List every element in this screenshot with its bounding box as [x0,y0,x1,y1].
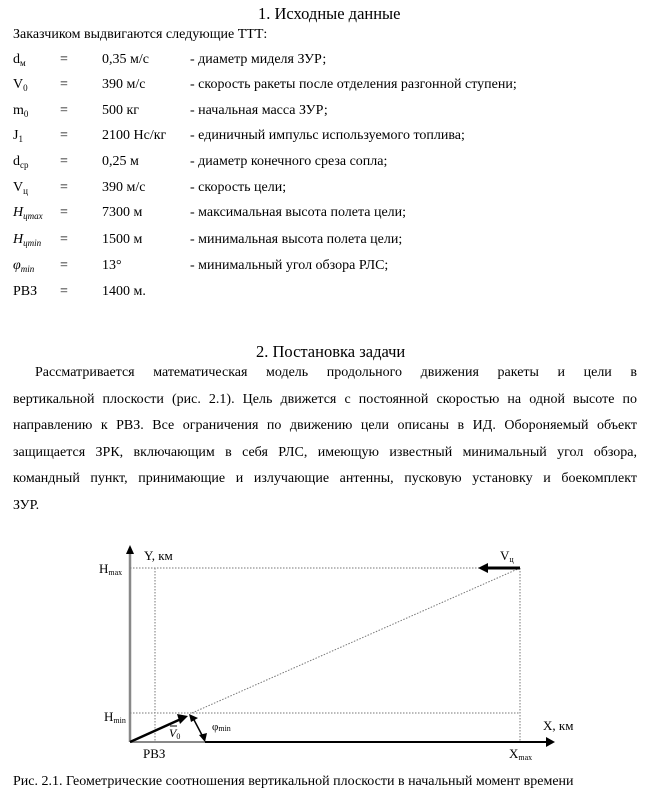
equals-sign: = [60,103,68,118]
parameter-value: 7300 м [102,205,143,220]
parameter-description: - максимальная высота полета цели; [190,205,407,220]
parameter-description: - диаметр миделя ЗУР; [190,52,327,67]
rvz-label: РВЗ [143,746,166,761]
parameter-description: - единичный импульс используемого топлива; [190,128,465,143]
parameter-value: 390 м/с [102,180,146,195]
x-axis [130,737,555,747]
paragraph-line: Рассматривается математическая модель продольного движения ракеты и цели в [35,365,637,380]
equals-sign: = [60,284,68,299]
parameter-symbol: $d_{ср}$ [13,154,29,170]
equals-sign: = [60,52,68,67]
parameter-description: - начальная масса ЗУР; [190,103,328,118]
section-1-title: 1. Исходные данные [258,4,401,23]
x-max-label: Xmax [509,746,533,762]
parameter-description: - минимальная высота полета цели; [190,232,403,247]
y-axis [126,545,134,742]
parameter-description: - диаметр конечного среза сопла; [190,154,388,169]
paragraph-line: направлению к РВЗ. Все ограничения по движению цели описаны в ИД. Обороняемый объект [13,418,637,434]
paragraph-line: вертикальной плоскости (рис. 2.1). Цель движется с постоянной скоростью на одной высоте по [13,391,637,407]
parameter-value: 390 м/с [102,77,146,92]
parameter-description: - скорость цели; [190,180,287,195]
equals-sign: = [60,180,68,195]
parameter-value: 1400 м. [102,284,146,299]
equals-sign: = [60,232,68,247]
target-velocity-arrow [478,563,520,573]
x-axis-label: X, км [543,718,574,733]
parameter-description: - скорость ракеты после отделения разгонной ступени; [190,77,517,92]
guide-lines [130,568,520,742]
section-2-title: 2. Постановка задачи [256,342,406,361]
parameter-symbol: $m_0$ [13,103,29,119]
parameter-symbol: $H_{цmin}$ [13,232,42,248]
parameter-value: 0,25 м [102,154,139,169]
parameter-symbol: $\varphi_{min}$ [13,258,35,274]
parameter-symbol: $d_м$ [13,52,26,68]
parameter-description: - минимальный угол обзора РЛС; [190,258,389,273]
equals-sign: = [60,77,68,92]
parameter-value: 1500 м [102,232,143,247]
v0-label: V0 [169,726,181,741]
target-velocity-label: Vц [500,548,514,564]
equals-sign: = [60,205,68,220]
equals-sign: = [60,128,68,143]
parameter-value: 13° [102,258,122,273]
parameter-value: 0,35 м/с [102,52,149,67]
parameter-value: 2100 Нс/кг [102,128,167,143]
angle-phi-arrow [189,714,207,742]
figure-caption: Рис. 2.1. Геометрические соотношения вертикальной плоскости в начальный момент времени [13,774,574,789]
phi-min-label: φmin [212,721,231,733]
equals-sign: = [60,154,68,169]
equals-sign: = [60,258,68,273]
paragraph-line: командный пункт, принимающие и излучающие антенны, пусковую установку и боекомплект [13,471,637,487]
parameter-symbol: РВЗ [13,284,38,299]
parameter-symbol: $J_1$ [13,128,23,144]
parameter-symbol: $V_ц$ [13,180,28,196]
parameter-value: 500 кг [102,103,140,118]
paragraph-line: защищается ЗРК, включающим в себя РЛС, имеющую известный минимальный угол обзора, [13,444,637,460]
h-min-label: Hmin [104,709,126,725]
paragraph-line: ЗУР. [13,497,40,513]
y-axis-label: Y, км [144,548,173,563]
parameter-symbol: $V_0$ [13,77,28,93]
section-1-intro: Заказчиком выдвигаются следующие ТТТ: [13,27,268,42]
h-max-label: Hmax [99,561,123,577]
parameter-symbol: $H_{цmax}$ [13,205,43,221]
